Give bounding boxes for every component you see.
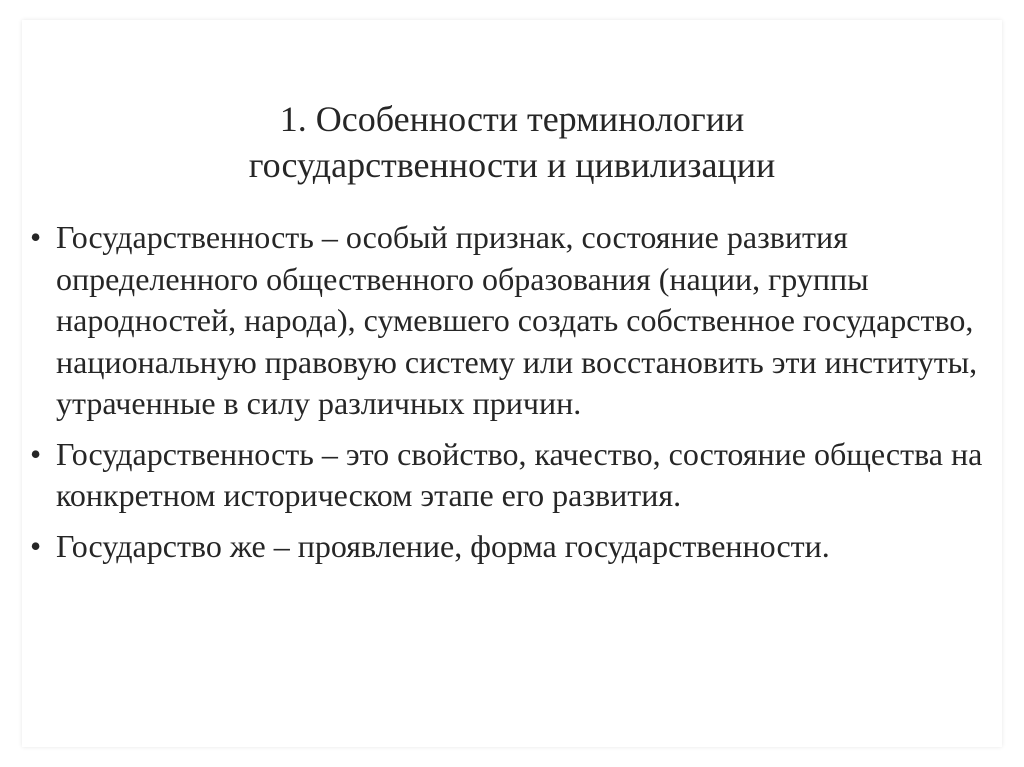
bullet-item [30,526,990,568]
bullet-text: Государственность – особый признак, состояние развития определенного общественного образования (нации, группы народностей, народа), сумевшего создать собственное государство, национальную правовую систему или восстановить эти институты, утраченные в силу различных причин. [56,219,978,421]
bullet-marker: • [30,219,42,255]
bullet-text: Государственность – это свойство, качество, состояние общества на конкретном историческом этапе его развития. [56,435,983,513]
bullet-text: Государство же – проявление, форма государственности. [56,527,830,564]
bullet-marker: • [30,435,42,472]
slide-title [0,96,1024,188]
bullet-item [30,434,990,517]
bullet-item [30,217,990,425]
title-line-1: 1. Особенности терминологии [279,99,745,139]
bullet-list [30,217,990,576]
title-line-2: государственности и цивилизации [248,145,776,185]
bullet-marker: • [30,527,42,564]
